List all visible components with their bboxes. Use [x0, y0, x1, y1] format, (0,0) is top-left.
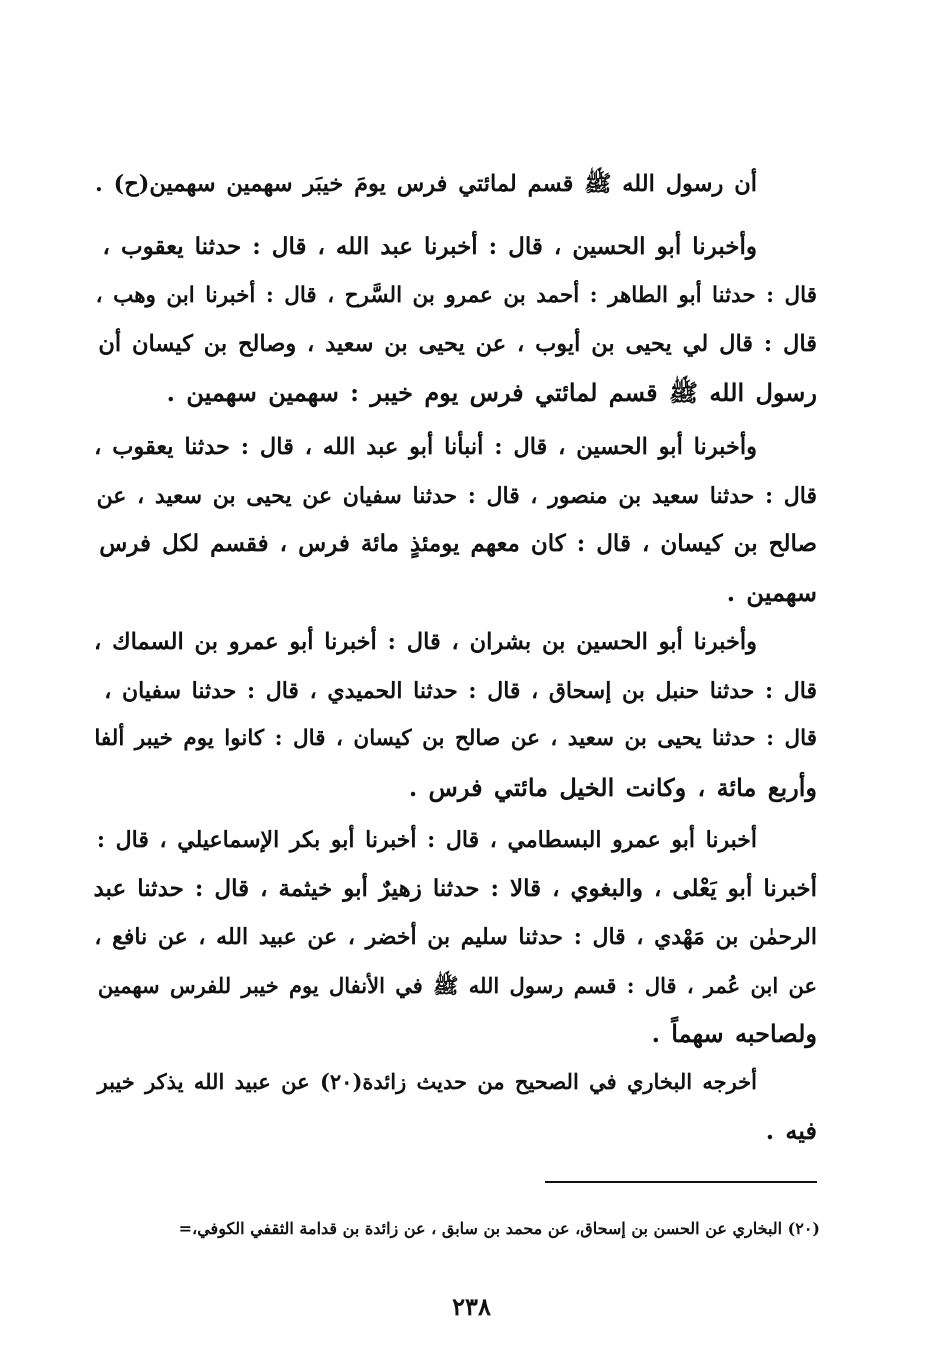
text-line: عن ابن عُمر ، قال : قسم رسول الله ﷺ في الأنفال يوم خيبر للفرس سهمين — [97, 972, 817, 998]
text-line: قال : حدثنا سعيد بن منصور ، قال : حدثنا سفيان عن يحيى بن سعيد ، عن — [96, 482, 817, 509]
text-line: الرحمٰن بن مَهْدي ، قال : حدثنا سليم بن أخضر ، عن عبيد الله ، عن نافع ، — [94, 924, 817, 950]
text-line: ولصاحبه سهماً . — [651, 1019, 817, 1048]
paragraph-4 — [92, 618, 817, 812]
footnote-separator — [545, 1181, 817, 1183]
text-line: سهمين . — [726, 577, 817, 607]
text-line: رسول الله ﷺ قسم لمائتي فرس يوم خيبر : سهمين سهمين . — [166, 377, 817, 407]
text-line: وأخبرنا أبو الحسين بن بشران ، قال : أخبرنا أبو عمرو بن السماك ، — [94, 629, 757, 655]
text-line: أن رسول الله ﷺ قسم لمائتي فرس يومَ خيبَر سهمين سهمين(ح) . — [94, 171, 757, 197]
footnote: (٢٠) البخاري عن الحسن بن إسحاق، عن محمد بن سابق ، عن زائدة بن قدامة الثقفي الكوفي،= — [178, 1219, 820, 1238]
text-line: أخرجه البخاري في الصحيح من حديث زائدة(٢٠) عن عبيد الله يذكر خيبر — [97, 1069, 757, 1094]
text-line: صالح بن كيسان ، قال : كان معهم يومئذٍ مائة فرس ، فقسم لكل فرس — [99, 530, 817, 557]
text-line: وأربع مائة ، وكانت الخيل مائتي فرس . — [408, 772, 817, 802]
text-line: أخبرنا أبو عمرو البسطامي ، قال : أخبرنا أبو بكر الإسماعيلي ، قال : — [96, 827, 757, 853]
text-line: قال : حدثنا حنبل بن إسحاق ، قال : حدثنا الحميدي ، قال : حدثنا سفيان ، — [104, 677, 817, 704]
paragraph-2 — [92, 223, 817, 417]
paragraph-6 — [92, 1058, 817, 1155]
text-line: قال : حدثنا يحيى بن سعيد ، عن صالح بن كيسان ، قال : كانوا يوم خيبر ألفا — [94, 726, 817, 751]
page-number: ٢٣٨ — [452, 1292, 491, 1321]
text-line: وأخبرنا أبو الحسين ، قال : أنبأنا أبو عبد الله ، قال : حدثنا يعقوب ، — [94, 434, 757, 460]
paragraph-1 — [92, 160, 817, 209]
paragraph-3 — [92, 423, 817, 617]
text-line: وأخبرنا أبو الحسين ، قال : أخبرنا عبد الله ، قال : حدثنا يعقوب ، — [102, 233, 757, 260]
text-line: فيه . — [765, 1115, 817, 1145]
text-line: أخبرنا أبو يَعْلى ، والبغوي ، قالا : حدثنا زهيرٌ أبو خيثمة ، قال : حدثنا عبد — [93, 874, 817, 902]
text-line: قال : حدثنا أبو الطاهر : أحمد بن عمرو بن السَّرح ، قال : أخبرنا ابن وهب ، — [95, 282, 817, 308]
text-line: قال : قال لي يحيى بن أيوب ، عن يحيى بن سعيد ، وصالح بن كيسان أن — [98, 331, 817, 357]
paragraph-5 — [92, 816, 817, 1059]
